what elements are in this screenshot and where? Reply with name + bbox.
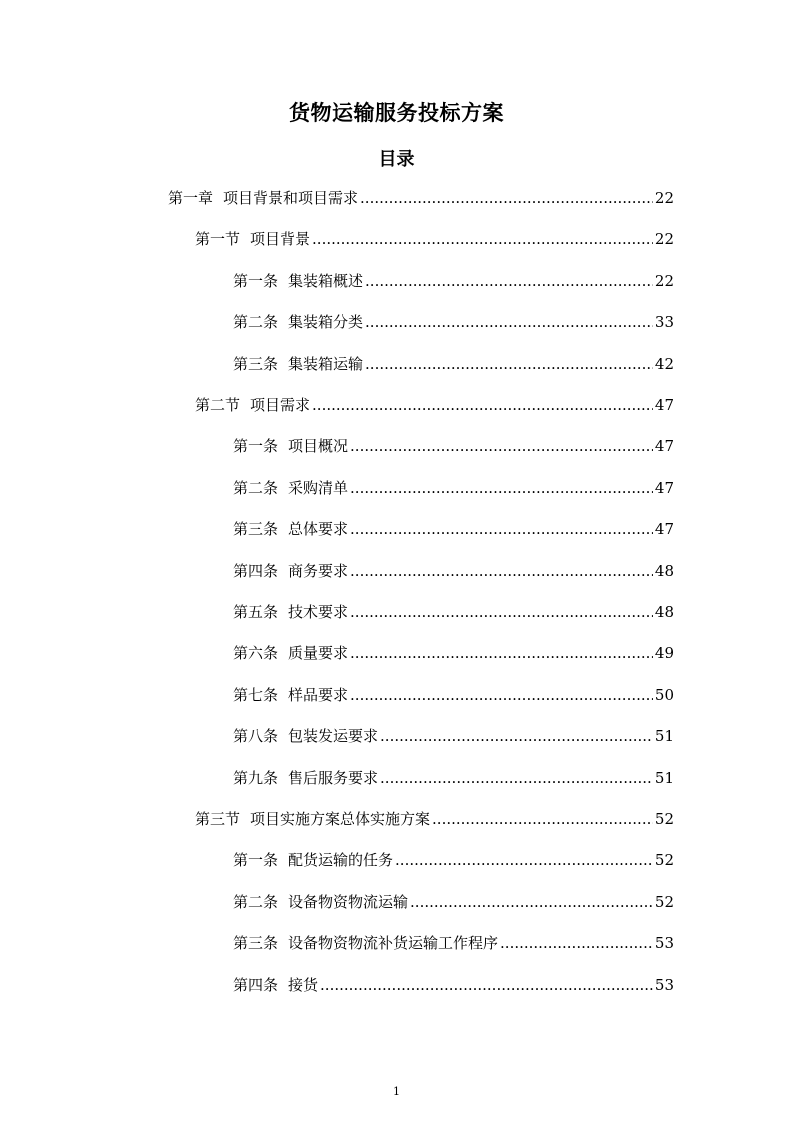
toc-entry-page: 47 — [654, 437, 674, 456]
toc-dot-leader — [350, 476, 653, 500]
toc-entry[interactable] — [195, 807, 674, 831]
toc-entry-number: 第一节 — [195, 230, 241, 249]
toc-entry-page: 51 — [654, 727, 674, 746]
toc-entry-page: 47 — [654, 520, 674, 539]
toc-entry-number: 第三节 — [195, 810, 241, 828]
toc-entry-title: 项目实施方案总体实施方案 — [250, 810, 431, 828]
toc-entry-number: 第三条 — [233, 354, 279, 373]
toc-entry-number: 第一条 — [233, 271, 279, 290]
toc-entry-title: 售后服务要求 — [288, 768, 379, 787]
toc-entry[interactable] — [233, 476, 674, 500]
toc-entry-page: 52 — [654, 810, 674, 828]
toc-entry-title: 技术要求 — [288, 603, 349, 621]
toc-entry-number: 第五条 — [233, 603, 279, 621]
toc-entry[interactable] — [233, 641, 674, 665]
toc-entry-page: 53 — [654, 975, 674, 994]
toc-entry-page: 53 — [654, 934, 674, 953]
toc-entry-title: 集装箱分类 — [288, 313, 364, 332]
toc-dot-leader — [365, 352, 653, 376]
toc-dot-leader — [360, 186, 653, 210]
toc-entry-title: 集装箱运输 — [288, 354, 364, 373]
toc-dot-leader — [312, 393, 653, 417]
toc-entry[interactable] — [195, 227, 674, 251]
toc-dot-leader — [365, 269, 653, 293]
toc-entry-title: 样品要求 — [288, 685, 349, 704]
toc-entry-title: 商务要求 — [288, 561, 349, 580]
toc-entry-number: 第三条 — [233, 934, 279, 953]
toc-entry-number: 第二条 — [233, 478, 279, 497]
toc-entry[interactable] — [168, 186, 674, 210]
toc-entry-page: 51 — [654, 768, 674, 787]
toc-entry[interactable] — [233, 931, 674, 955]
toc-entry-page: 49 — [654, 644, 674, 663]
toc-entry-title: 项目概况 — [288, 437, 349, 456]
toc-entry-number: 第八条 — [233, 727, 279, 746]
toc-entry-title: 配货运输的任务 — [288, 851, 394, 870]
toc-entry-title: 包装发运要求 — [288, 727, 379, 746]
toc-entry-page: 42 — [654, 354, 674, 373]
toc-entry-title: 总体要求 — [288, 520, 349, 539]
toc-entry[interactable] — [233, 310, 674, 334]
toc-entry-page: 52 — [654, 851, 674, 870]
toc-entry-title: 项目需求 — [250, 396, 311, 414]
document-title: 货物运输服务投标方案 — [289, 101, 504, 125]
toc-dot-leader — [395, 848, 653, 872]
toc-entry-title: 接货 — [288, 975, 319, 994]
toc-entry-page: 50 — [654, 685, 674, 704]
toc-entry-title: 项目背景 — [250, 230, 311, 249]
toc-entry-number: 第六条 — [233, 644, 279, 663]
toc-entry[interactable] — [233, 766, 674, 790]
toc-entry-page: 48 — [654, 561, 674, 580]
toc-dot-leader — [380, 724, 653, 748]
toc-entry-page: 52 — [654, 892, 674, 911]
toc-entry[interactable] — [233, 352, 674, 376]
toc-dot-leader — [350, 517, 653, 541]
toc-entry-number: 第四条 — [233, 561, 279, 580]
toc-dot-leader — [500, 931, 653, 955]
toc-entry[interactable] — [233, 848, 674, 872]
toc-entry-number: 第二条 — [233, 892, 279, 911]
toc-entry-page: 47 — [654, 396, 674, 414]
toc-entry-number: 第九条 — [233, 768, 279, 787]
toc-entry-title: 质量要求 — [288, 644, 349, 663]
toc-dot-leader — [350, 600, 653, 624]
toc-entry-title: 项目背景和项目需求 — [223, 189, 359, 207]
toc-dot-leader — [350, 434, 653, 458]
toc-entry-number: 第二节 — [195, 396, 241, 414]
toc-entry-page: 22 — [654, 189, 674, 207]
toc-entry[interactable] — [233, 434, 674, 458]
toc-entry[interactable] — [233, 600, 674, 624]
toc-dot-leader — [312, 227, 653, 251]
toc-entry-number: 第一条 — [233, 437, 279, 456]
toc-entry[interactable] — [233, 559, 674, 583]
toc-entry-number: 第一条 — [233, 851, 279, 870]
toc-entry-title: 集装箱概述 — [288, 271, 364, 290]
toc-entry-title: 设备物资物流补货运输工作程序 — [288, 934, 499, 953]
toc-entry-title: 设备物资物流运输 — [288, 892, 409, 911]
toc-dot-leader — [365, 310, 653, 334]
toc-entry-page: 22 — [654, 230, 674, 249]
toc-entry-page: 48 — [654, 603, 674, 621]
toc-entry-page: 33 — [654, 313, 674, 332]
toc-entry-number: 第三条 — [233, 520, 279, 539]
toc-entry-title: 采购清单 — [288, 478, 349, 497]
toc-entry-number: 第四条 — [233, 975, 279, 994]
toc-entry[interactable] — [233, 973, 674, 997]
toc-entry[interactable] — [233, 517, 674, 541]
toc-entry[interactable] — [233, 724, 674, 748]
toc-entry-number: 第七条 — [233, 685, 279, 704]
toc-entry-page: 47 — [654, 478, 674, 497]
toc-dot-leader — [410, 890, 653, 914]
toc-dot-leader — [320, 973, 653, 997]
toc-entry-page: 22 — [654, 271, 674, 290]
page-number: 1 — [393, 1085, 400, 1098]
toc-dot-leader — [380, 766, 653, 790]
toc-dot-leader — [350, 559, 653, 583]
toc-dot-leader — [432, 807, 653, 831]
toc-entry-number: 第二条 — [233, 313, 279, 332]
toc-dot-leader — [350, 641, 653, 665]
toc-heading: 目录 — [378, 149, 415, 170]
toc-entry[interactable] — [195, 393, 674, 417]
toc-entry-number: 第一章 — [168, 189, 214, 207]
toc-dot-leader — [350, 683, 653, 707]
toc-entry[interactable] — [233, 683, 674, 707]
toc-entry[interactable] — [233, 269, 674, 293]
toc-entry[interactable] — [233, 890, 674, 914]
